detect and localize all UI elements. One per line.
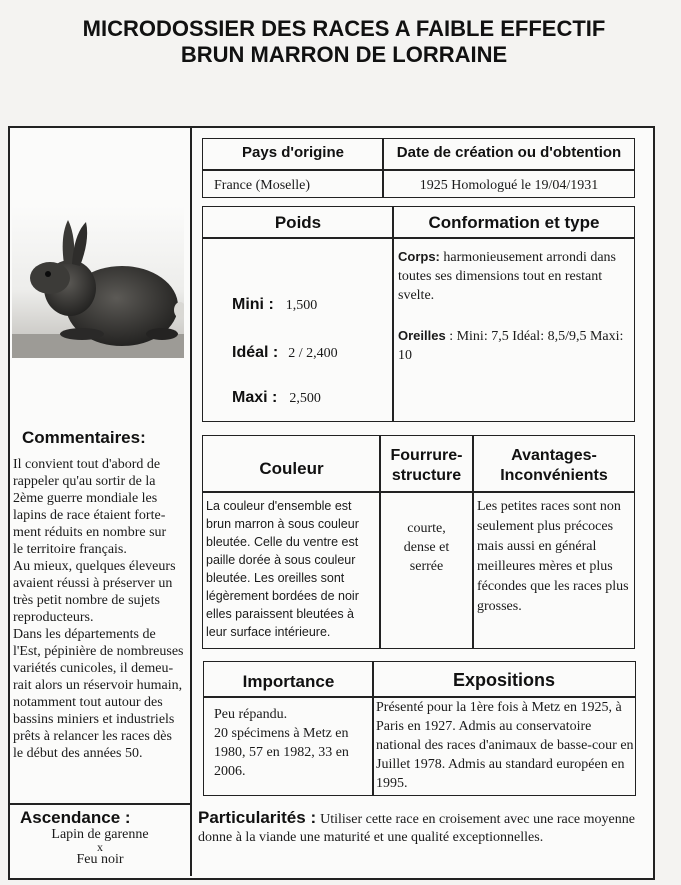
- poids-ideal: [232, 344, 338, 362]
- title-line-1: MICRODOSSIER DES RACES A FAIBLE EFFECTIF: [82, 16, 606, 41]
- comment-line: bassins miniers et industriels: [13, 712, 175, 727]
- mini-label: Mini :: [232, 296, 274, 313]
- oreilles-description: [398, 326, 630, 365]
- fourrure-header-line-2: structure: [391, 467, 462, 484]
- ideal-value: 2 / 2,400: [288, 346, 338, 361]
- rabbit-image: [12, 206, 184, 358]
- conformation-header: Conformation et type: [428, 213, 600, 232]
- oreilles-label: Oreilles: [398, 328, 446, 343]
- commentaires-header: Commentaires:: [22, 428, 146, 447]
- importance-header: Importance: [242, 672, 335, 691]
- comment-line: ment réduits en nombre sur: [13, 525, 167, 540]
- fourrure-line-3: serrée: [409, 559, 444, 574]
- poids-mini: [232, 296, 317, 314]
- comment-line: avaient réussi à préserver un: [13, 576, 173, 591]
- poids-header-rule: [202, 237, 635, 239]
- avantages-header-line-2: Inconvénients: [500, 467, 608, 484]
- comment-line: Au mieux, quelques éleveurs: [13, 559, 176, 574]
- comment-line: 2ème guerre mondiale les: [13, 491, 158, 506]
- comment-line: variétés cunicoles, il demeu-: [13, 661, 174, 676]
- avantages-header: [474, 446, 634, 486]
- couleur-text: La couleur d'ensemble est brun marron à sous couleur bleutée. Celle du ventre est paille dorée à sous couleur bleutée. Les oreilles sont légèrement bordées de noir elles paraissent bleutées à leur surface intérieure.: [206, 499, 359, 639]
- title-line-2: BRUN MARRON DE LORRAINE: [180, 42, 508, 67]
- couleur-header: Couleur: [259, 459, 324, 478]
- particularites-text: Utiliser cette race en croisement avec une race moyenne donne à la viande une maturité et une qualité exceptionnelles.: [198, 812, 635, 845]
- corps-text: harmonieusement arrondi dans toutes ses dimensions tout en restant svelte.: [398, 250, 617, 303]
- corps-description: [398, 247, 630, 305]
- comment-line: rappeler qu'au sortir de la: [13, 474, 156, 489]
- maxi-value: 2,500: [289, 391, 321, 406]
- page-title: [14, 16, 674, 68]
- comment-line: l'Est, pépinière de nombreuses: [13, 644, 184, 659]
- comment-line: Dans les départements de: [13, 627, 156, 642]
- mini-value: 1,500: [285, 298, 318, 313]
- poids-maxi: [232, 389, 321, 407]
- avantages-text: Les petites races sont non seulement plus précoces mais aussi en général meilleures mères et plus fécondes que les races plus grosses.: [477, 499, 629, 614]
- comment-line: très petit nombre de sujets: [13, 593, 160, 608]
- date-value: 1925 Homologué le 19/04/1931: [419, 178, 599, 193]
- expositions-header: Expositions: [452, 670, 555, 690]
- particularites-header: Particularités :: [198, 808, 317, 827]
- oreilles-text: : Mini: 7,5 Idéal: 8,5/9,5 Maxi: 10: [398, 329, 624, 363]
- comment-line: reproducteurs.: [13, 610, 94, 625]
- couleur-header-rule: [202, 491, 635, 493]
- fourrure-text: [381, 519, 472, 576]
- expositions-text: Présenté pour la 1ère fois à Metz en 1925, à Paris en 1927. Admis au conservatoire national des races d'animaux de basse-cour en Juillet 1978. Admis au standard européen en 1995.: [376, 700, 634, 791]
- comment-line: notamment tout autour des: [13, 695, 163, 710]
- corps-label: Corps:: [398, 249, 440, 264]
- rabbit-photo: [12, 206, 184, 358]
- fourrure-line-1: courte,: [407, 521, 446, 536]
- commentaires-text: [13, 456, 191, 762]
- ideal-label: Idéal :: [232, 344, 279, 361]
- ascendance-divider: [10, 803, 190, 805]
- ascendance-line-3: Feu noir: [76, 852, 124, 867]
- avantages-header-line-1: Avantages-: [511, 447, 597, 464]
- ascendance-cross: x: [97, 840, 103, 854]
- fourrure-header: [381, 446, 472, 486]
- importance-line-1: Peu répandu.: [214, 707, 288, 722]
- date-header: Date de création ou d'obtention: [396, 144, 622, 161]
- comment-line: Il convient tout d'abord de: [13, 457, 161, 472]
- ascendance-header: Ascendance :: [20, 808, 131, 827]
- maxi-label: Maxi :: [232, 389, 278, 406]
- pays-value: France (Moselle): [214, 178, 311, 193]
- comment-line: prêts à relancer les races dès: [13, 729, 172, 744]
- ascendance-line-1: Lapin de garenne: [51, 827, 149, 842]
- importance-text: [214, 705, 370, 781]
- comment-line: rait alors un réservoir humain,: [13, 678, 183, 693]
- pays-header: Pays d'origine: [242, 144, 344, 161]
- ascendance-section: [12, 808, 188, 867]
- comment-line: le début des années 50.: [13, 746, 143, 761]
- fourrure-line-2: dense et: [403, 540, 450, 555]
- fourrure-header-line-1: Fourrure-: [390, 447, 463, 464]
- poids-header: Poids: [274, 213, 322, 232]
- comment-line: lapins de race étaient forte-: [13, 508, 166, 523]
- particularites-section: [198, 808, 638, 846]
- origine-header-rule: [202, 169, 635, 171]
- comment-line: le territoire français.: [13, 542, 127, 557]
- importance-line-2: 20 spécimens à Metz en 1980, 57 en 1982, 33 en 2006.: [214, 726, 349, 779]
